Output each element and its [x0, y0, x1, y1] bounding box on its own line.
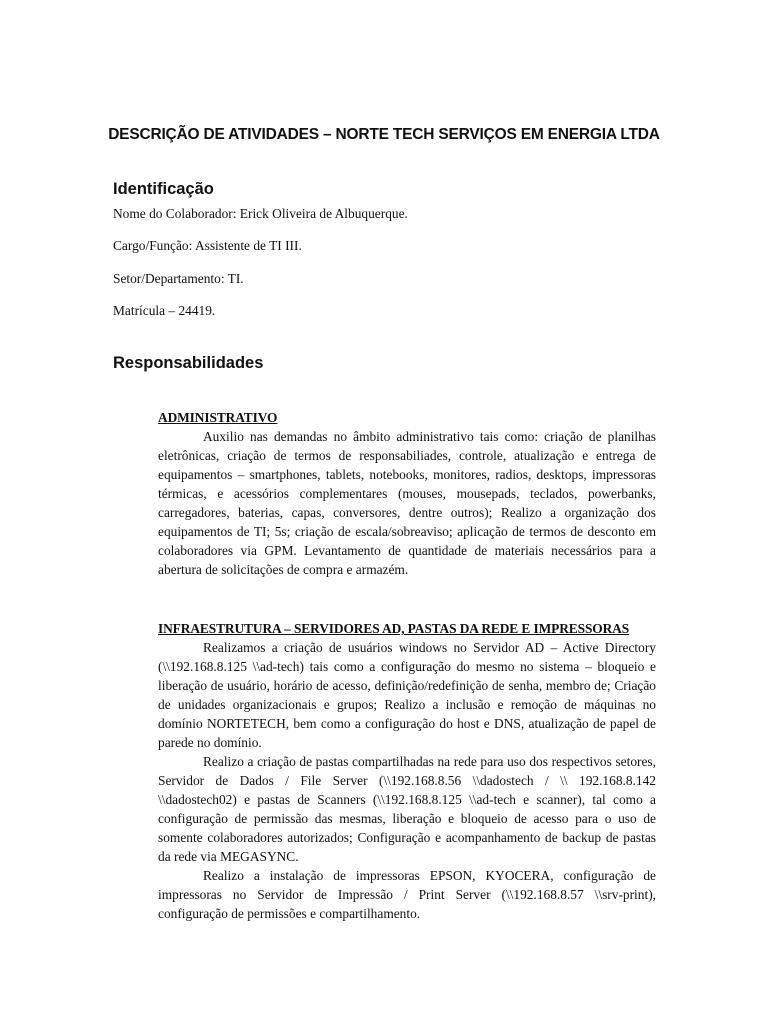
- administrative-heading: ADMINISTRATIVO: [158, 410, 278, 425]
- infrastructure-paragraph-ad: Realizamos a criação de usuários windows no Servidor AD – Active Directory (\\192.168.8.125 \\ad-tech) tais como a configuração do mesmo no sistema – bloqueio e liberação de usuário, horário de acesso, definição/redefinição de senha, membro de; Criação de unidades organizacionais e grupos; Realizo a inclusão e remoção de máquinas no domínio NORTETECH, bem como a configuração do host e DNS, atualização de papel de parede no domínio.: [158, 640, 656, 750]
- employee-name: Nome do Colaborador: Erick Oliveira de Albuquerque.: [113, 206, 408, 221]
- infrastructure-section: [158, 619, 656, 923]
- infrastructure-paragraph-printers: Realizo a instalação de impressoras EPSON, KYOCERA, configuração de impressoras no Servidor de Impressão / Print Server (\\192.168.8.57 \\srv-print), configuração de permissões e compartilhamento.: [158, 868, 656, 921]
- responsibilities-heading: Responsabilidades: [113, 354, 264, 372]
- infrastructure-paragraph-shares: Realizo a criação de pastas compartilhadas na rede para uso dos respectivos setores, Servidor de Dados / File Server (\\192.168.8.56 \\dadostech / \\ 192.168.8.142 \\dadostech02) e pastas de Scanners (\\192.168.8.125 \\ad-tech e scanner), tal como a configuração de permissão das mesmas, liberação e bloqueio de acesso para o uso de somente colaboradores autorizados; Configuração e acompanhamento de backup de pastas da rede via MEGASYNC.: [158, 754, 656, 864]
- identification-heading: Identificação: [113, 180, 214, 198]
- department-field: Setor/Departamento: TI.: [113, 271, 244, 286]
- document-title: DESCRIÇÃO DE ATIVIDADES – NORTE TECH SERVIÇOS EM ENERGIA LTDA: [108, 126, 660, 143]
- registration-field: Matrícula – 24419.: [113, 303, 216, 318]
- position-field: Cargo/Função: Assistente de TI III.: [113, 238, 302, 253]
- infrastructure-heading: INFRAESTRUTURA – SERVIDORES AD, PASTAS DA REDE E IMPRESSORAS: [158, 621, 630, 636]
- administrative-section: [158, 408, 656, 579]
- administrative-paragraph: Auxilio nas demandas no âmbito administrativo tais como: criação de planilhas eletrônicas, criação de termos de responsabiliades, controle, atualização e entrega de equipamentos – smartphones, tablets, notebooks, monitores, radios, desktops, impressoras térmicas, e acessórios complementares (mouses, mousepads, teclados, powerbanks, carregadores, baterias, capas, conversores, dentre outros); Realizo a organização dos equipamentos de TI; 5s; criação de escala/sobreaviso; aplicação de termos de desconto em colaboradores via GPM. Levantamento de quantidade de materiais necessários para a abertura de solicitações de compra e armazém.: [158, 429, 656, 577]
